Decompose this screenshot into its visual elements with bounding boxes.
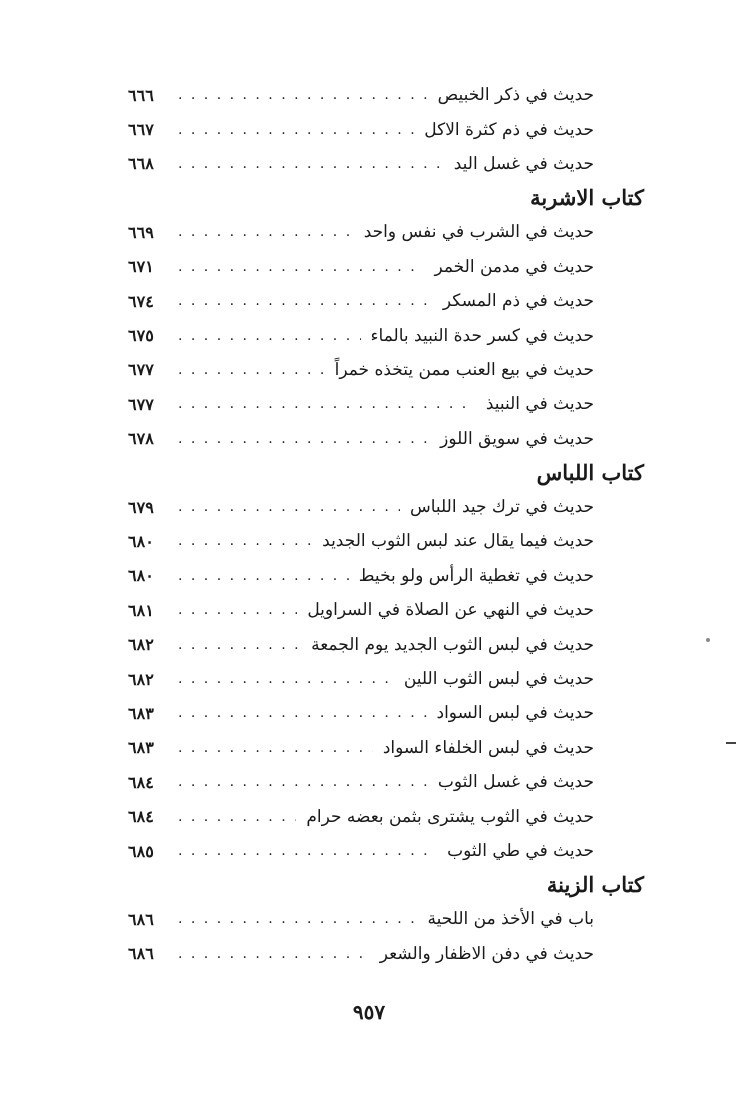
entry-title: باب في الأخذ من اللحية [427, 909, 594, 930]
entry-title: حديث في دفن الاظفار والشعر [379, 943, 594, 964]
entry-page-number: ٦٧٤ [128, 291, 154, 311]
entry-title: حديث في لبس الثوب الجديد يوم الجمعة [311, 634, 594, 655]
entry-page-number: ٦٨٤ [128, 772, 154, 792]
entry-title: حديث في سويق اللوز [440, 428, 594, 449]
entry-title: حديث في تغطية الرأس ولو بخيط [358, 565, 594, 586]
section-heading: كتاب اللباس [536, 459, 644, 485]
dot-leader [178, 603, 297, 617]
entry-page-number: ٦٦٨ [128, 154, 154, 174]
dot-leader [178, 397, 476, 411]
entry-page-number: ٦٨٣ [128, 738, 154, 758]
dot-leader [178, 569, 349, 583]
entry-page-number: ٦٨٣ [128, 703, 154, 723]
entry-title: حديث في لبس الثوب اللين [403, 669, 594, 690]
entry-title: حديث في بيع العنب ممن يتخذه خمراً [334, 359, 594, 380]
entry-page-number: ٦٨٢ [128, 669, 154, 689]
toc-entry [128, 902, 642, 936]
entry-title: حديث في ذم المسكر [442, 291, 594, 312]
entry-title: حديث في مدمن الخمر [434, 256, 594, 277]
dot-leader [178, 912, 418, 926]
entry-title: حديث في ذكر الخبيص [437, 85, 594, 106]
entry-page-number: ٦٧٧ [128, 394, 154, 414]
toc-entry [128, 834, 642, 868]
entry-title: حديث في كسر حدة النبيد بالماء [370, 325, 594, 346]
toc-entry [128, 250, 642, 284]
section-heading: كتاب الزينة [546, 872, 644, 898]
toc-entry [128, 78, 642, 112]
table-of-contents [128, 78, 642, 971]
entry-page-number: ٦٦٦ [128, 85, 154, 105]
toc-entry [128, 799, 642, 833]
entry-page-number: ٦٨٠ [128, 566, 154, 586]
entry-title: حديث في لبس الخلفاء السواد [382, 737, 594, 758]
dot-leader [178, 638, 301, 652]
dot-leader [178, 157, 444, 171]
toc-entry [128, 387, 642, 421]
entry-page-number: ٦٧٨ [128, 429, 154, 449]
entry-title: حديث في النهي عن الصلاة في السراويل [307, 600, 594, 621]
toc-entry [128, 490, 642, 524]
entry-title: حديث في النبيذ [485, 394, 594, 415]
toc-entry [128, 696, 642, 730]
toc-entry [128, 112, 642, 146]
dot-leader [178, 741, 373, 755]
toc-entry [128, 937, 642, 971]
dot-leader [178, 260, 424, 274]
dot-leader [178, 432, 430, 446]
entry-page-number: ٦٦٧ [128, 120, 154, 140]
toc-entry [128, 284, 642, 318]
entry-title: حديث في الشرب في نفس واحد [363, 222, 594, 243]
toc-entry [128, 731, 642, 765]
dot-leader [178, 363, 325, 377]
entry-page-number: ٦٨٦ [128, 909, 154, 929]
entry-page-number: ٦٨٢ [128, 635, 154, 655]
dot-leader [178, 88, 428, 102]
entry-page-number: ٦٨٠ [128, 531, 154, 551]
toc-entry [128, 422, 642, 456]
section-heading: كتاب الاشربة [530, 185, 644, 211]
dot-leader [178, 672, 394, 686]
toc-entry [128, 318, 642, 352]
entry-title: حديث في غسل الثوب [437, 772, 594, 793]
scan-speck [706, 638, 710, 642]
entry-page-number: ٦٨٤ [128, 807, 154, 827]
entry-title: حديث في غسل اليد [453, 153, 594, 174]
toc-entry [128, 765, 642, 799]
page-number: ٩٥٧ [352, 1000, 386, 1024]
toc-entry [128, 147, 642, 181]
dot-leader [178, 123, 414, 137]
toc-entry [128, 662, 642, 696]
entry-page-number: ٦٦٩ [128, 222, 154, 242]
entry-title: حديث في لبس السواد [436, 703, 594, 724]
dot-leader [178, 534, 312, 548]
dot-leader [178, 329, 361, 343]
toc-entry [128, 353, 642, 387]
dot-leader [178, 947, 370, 961]
dot-leader [178, 294, 433, 308]
dot-leader [178, 810, 296, 824]
toc-entry [128, 215, 642, 249]
margin-mark [726, 742, 736, 744]
entry-title: حديث في طي الثوب [447, 841, 594, 861]
entry-page-number: ٦٨١ [128, 600, 154, 620]
dot-leader [178, 775, 428, 789]
entry-title: حديث فيما يقال عند لبس الثوب الجديد [322, 531, 594, 552]
entry-page-number: ٦٧١ [128, 257, 154, 277]
toc-entry [128, 559, 642, 593]
toc-entry [128, 593, 642, 627]
dot-leader [178, 706, 427, 720]
dot-leader [178, 225, 354, 239]
entry-title: حديث في الثوب يشترى بثمن بعضه حرام [306, 806, 594, 827]
entry-page-number: ٦٨٦ [128, 944, 154, 964]
toc-entry [128, 524, 642, 558]
toc-entry [128, 627, 642, 661]
entry-page-number: ٦٧٩ [128, 497, 154, 517]
dot-leader [178, 844, 437, 858]
entry-page-number: ٦٧٧ [128, 360, 154, 380]
entry-page-number: ٦٧٥ [128, 326, 154, 346]
entry-page-number: ٦٨٥ [128, 841, 154, 861]
entry-title: حديث في ترك جيد اللباس [409, 497, 594, 518]
dot-leader [178, 500, 400, 514]
entry-title: حديث في ذم كثرة الاكل [424, 119, 594, 140]
